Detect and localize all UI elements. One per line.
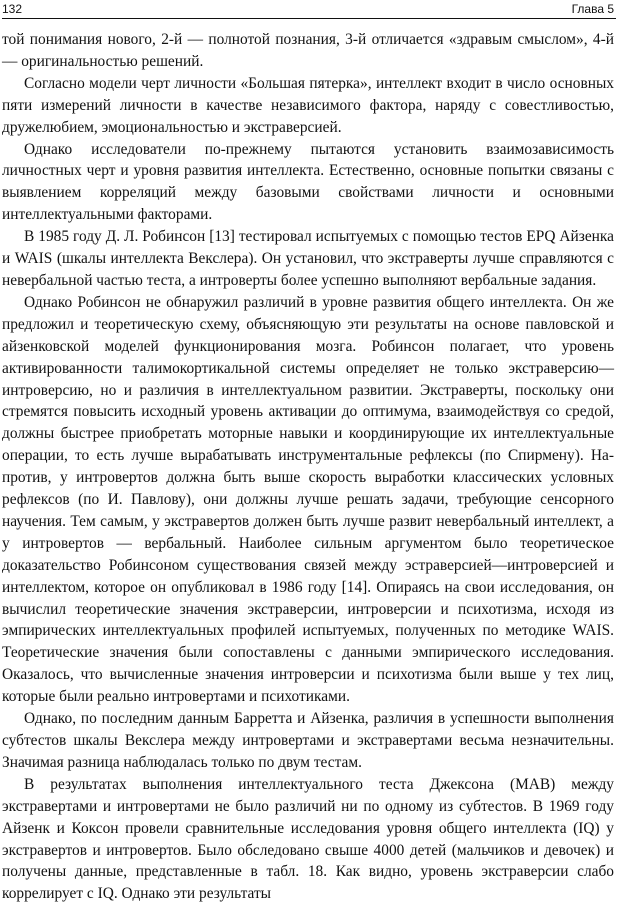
paragraph: В 1985 году Д. Л. Робинсон [13] тестировал испытуемых с помощью тестов EPQ Айзенка и WAIS (шкалы интеллекта Векслера). Он установил, что экстраверты лучше справляются с невербальной частью теста, а интроверты более успешно выполняют вербальные задания. — [2, 228, 614, 289]
paragraph-continued: той понимания нового, 2-й — полнотой познания, 3-й отличается «здравым смыслом», 4-й — оригинальностью решений. — [2, 31, 614, 70]
paragraph: Однако, по последним данным Барретта и Айзенка, различия в успешности выполнения субтестов шкалы Векслера между интровертами и экстравертами весьма незначительны. Значимая разница наблюдалась только по двум тестам. — [2, 710, 614, 771]
paragraph: В результатах выполнения интеллектуального теста Джексона (MAB) между экстравертами и интровертами не было различий ни по одному из субтестов. В 1969 году Айзенк и Коксон провели сравнительные исследования уровня общего интеллекта (IQ) у экстравертов и интровертов. Было обследовано свыше 4000 детей (мальчиков и девочек) и получены данные, представленные в табл. 18. Как видно, уровень экстраверсии слабо коррелирует с IQ. Однако эти результаты — [2, 775, 614, 903]
body-text — [2, 29, 614, 905]
paragraph: Согласно модели черт личности «Большая пятерка», интеллект входит в число основных пяти измерений личности в качестве независимого фактора, наряду с совестливостью, дружелюбием, эмоциональностью и экстраверсией. — [2, 74, 614, 136]
chapter-title: Глава 5 — [571, 2, 614, 16]
header-rule — [2, 18, 616, 19]
running-header — [2, 0, 614, 20]
paragraph: Однако исследователи по-прежнему пытаются установить взаимозависимость личностных черт и уровня развития интеллекта. Естественно, основные попытки связаны с выявлением корреляций между базовыми свойствами личности и основными интеллектуальными факторами. — [2, 140, 614, 224]
paragraph: Однако Робинсон не обнаружил различий в уровне развития общего интеллекта. Он же предложил и теоретическую схему, объясняющую эти результаты на основе павловской и айзенковской моделей функционирования мозга. Робинсон полагает, что уровень активированности талимокортикальной системы определяет не только экстраверсию—интроверсию, но и различия в интеллектуальном развитии. Экстраверты, поскольку они стремятся повысить исходный уровень активации до оптимума, взаимодействуя со средой, должны быстрее приобретать моторные навыки и координирующие их интеллектуальные операции, то есть лучше вырабатывать инструментальные рефлексы (по Спирмену). Напротив, у интровертов должна быть выше скорость выработки классических условных рефлексов (по И. Павлову), они должны лучше решать задачи, требующие сенсорного научения. Тем самым, у экстравертов должен быть лучше развит невербальный интеллект, а у интровертов — вербальный. Наиболее сильным аргументом было теоретическое доказательство Робинсоном существования связей между эстраверсией—интроверсией и интеллектом, которое он опубликовал в 1986 году [14]. Опираясь на свои исследования, он вычислил теоретические значения экстраверсии, интроверсии и психотизма, исходя из эмпирических интеллектуальных профилей испытуемых, полученных по методике WAIS. Теоретические значения были сопоставлены с данными эмпирического исследования. Оказалось, что вычисленные значения интроверсии и психотизма были выше у тех лиц, которые были реально интровертами и психотиками. — [2, 293, 614, 706]
page-number: 132 — [2, 2, 23, 16]
